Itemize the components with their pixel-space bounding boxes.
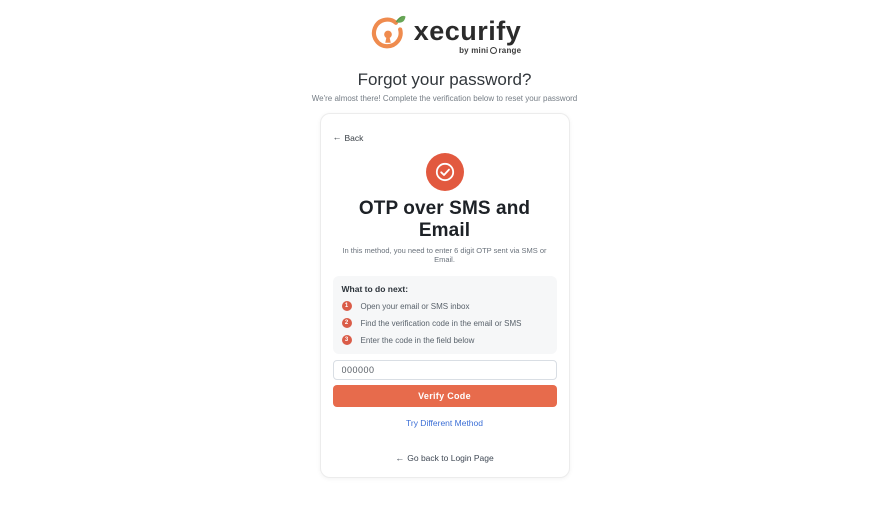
step-text: Enter the code in the field below: [360, 335, 475, 345]
byline-prefix: by mini: [459, 46, 489, 55]
go-back-label: Go back to Login Page: [407, 453, 494, 463]
instruction-step: [342, 335, 548, 345]
brand-name: xecurify: [413, 16, 522, 46]
page-header: [0, 70, 889, 103]
instruction-step: [342, 301, 548, 311]
otp-verification-card: [320, 113, 570, 478]
step-number-badge: 3: [342, 335, 352, 345]
byline-suffix: range: [498, 46, 522, 55]
step-text: Find the verification code in the email or SMS: [360, 318, 522, 328]
page-title: Forgot your password?: [357, 70, 532, 89]
step-number-badge: 1: [342, 301, 352, 311]
verify-code-button[interactable]: Verify Code: [333, 385, 557, 407]
back-label: Back: [344, 132, 364, 143]
go-back-arrow-icon: ←: [395, 452, 405, 463]
back-link[interactable]: [333, 133, 364, 143]
success-check-icon: [426, 153, 464, 191]
page-subtitle: We're almost there! Complete the verification below to reset your password: [311, 94, 578, 103]
instructions-panel: [333, 276, 557, 354]
instructions-title: What to do next:: [341, 284, 409, 294]
step-number-badge: 2: [342, 318, 352, 328]
xecurify-logo-icon: [368, 12, 408, 56]
method-description: In this method, you need to enter 6 digit OTP sent via SMS or Email.: [342, 246, 547, 264]
brand-byline: [459, 46, 521, 55]
step-text: Open your email or SMS inbox: [360, 301, 470, 311]
back-arrow-icon: ←: [332, 132, 342, 142]
brand-logo: [0, 12, 889, 56]
method-title: OTP over SMS and Email: [358, 198, 531, 241]
instruction-step: [342, 318, 548, 328]
brand-text: [414, 12, 522, 55]
miniorange-o-icon: [490, 47, 497, 54]
try-different-method-link[interactable]: Try Different Method: [405, 418, 483, 428]
otp-code-input[interactable]: [333, 360, 557, 380]
go-back-to-login-link[interactable]: [333, 453, 557, 463]
